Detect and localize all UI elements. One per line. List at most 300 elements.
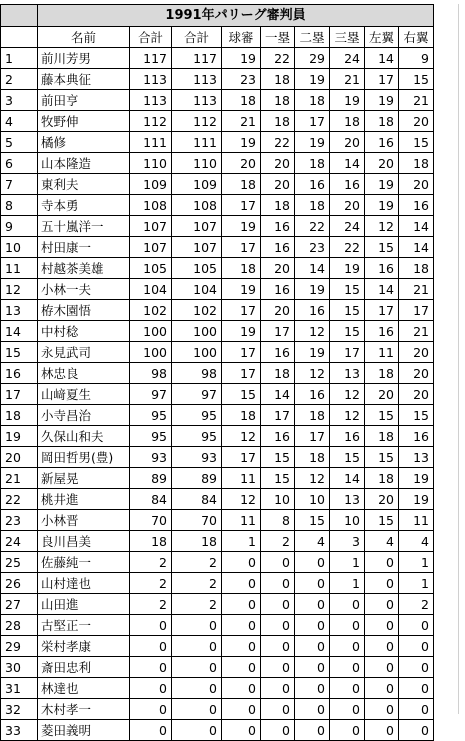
cell-second-base[interactable]: 19: [295, 279, 330, 300]
cell-name[interactable]: 林忠良: [38, 363, 130, 384]
cell-total-1[interactable]: 105: [130, 258, 172, 279]
cell-plate[interactable]: 1: [222, 531, 261, 552]
cell-name[interactable]: 山村達也: [38, 573, 130, 594]
cell-first-base[interactable]: 20: [261, 174, 295, 195]
cell-plate[interactable]: 17: [222, 447, 261, 468]
cell-first-base[interactable]: 8: [261, 510, 295, 531]
cell-second-base[interactable]: 0: [295, 594, 330, 615]
cell-name[interactable]: 前田亨: [38, 90, 130, 111]
cell-left-field[interactable]: 0: [365, 678, 399, 699]
cell-name[interactable]: 東利夫: [38, 174, 130, 195]
cell-total-1[interactable]: 117: [130, 48, 172, 69]
header-cell-left-field[interactable]: 左翼: [365, 27, 399, 48]
cell-right-field[interactable]: 20: [399, 384, 434, 405]
cell-first-base[interactable]: 18: [261, 111, 295, 132]
cell-plate[interactable]: 0: [222, 615, 261, 636]
cell-name[interactable]: 佐藤純一: [38, 552, 130, 573]
cell-left-field[interactable]: 0: [365, 573, 399, 594]
cell-total-1[interactable]: 100: [130, 342, 172, 363]
cell-second-base[interactable]: 16: [295, 384, 330, 405]
cell-right-field[interactable]: 21: [399, 279, 434, 300]
cell-plate[interactable]: 18: [222, 405, 261, 426]
cell-index[interactable]: 1: [1, 48, 38, 69]
cell-third-base[interactable]: 13: [330, 363, 365, 384]
header-cell-first-base[interactable]: 一塁: [261, 27, 295, 48]
cell-name[interactable]: 五十嵐洋一: [38, 216, 130, 237]
cell-total-1[interactable]: 0: [130, 636, 172, 657]
cell-first-base[interactable]: 15: [261, 468, 295, 489]
cell-right-field[interactable]: 11: [399, 510, 434, 531]
cell-total-2[interactable]: 97: [172, 384, 222, 405]
cell-index[interactable]: 8: [1, 195, 38, 216]
cell-total-2[interactable]: 70: [172, 510, 222, 531]
cell-third-base[interactable]: 0: [330, 720, 365, 741]
cell-right-field[interactable]: 0: [399, 699, 434, 720]
cell-total-2[interactable]: 113: [172, 90, 222, 111]
cell-name[interactable]: 良川昌美: [38, 531, 130, 552]
cell-total-2[interactable]: 108: [172, 195, 222, 216]
cell-total-2[interactable]: 93: [172, 447, 222, 468]
cell-index[interactable]: 2: [1, 69, 38, 90]
cell-plate[interactable]: 0: [222, 636, 261, 657]
cell-left-field[interactable]: 16: [365, 258, 399, 279]
cell-second-base[interactable]: 18: [295, 153, 330, 174]
cell-right-field[interactable]: 0: [399, 657, 434, 678]
cell-left-field[interactable]: 14: [365, 48, 399, 69]
cell-third-base[interactable]: 3: [330, 531, 365, 552]
cell-total-1[interactable]: 0: [130, 699, 172, 720]
cell-left-field[interactable]: 20: [365, 489, 399, 510]
cell-left-field[interactable]: 14: [365, 279, 399, 300]
cell-plate[interactable]: 12: [222, 489, 261, 510]
cell-total-2[interactable]: 0: [172, 720, 222, 741]
cell-first-base[interactable]: 0: [261, 678, 295, 699]
cell-total-1[interactable]: 95: [130, 405, 172, 426]
cell-name[interactable]: 木村孝一: [38, 699, 130, 720]
cell-total-1[interactable]: 2: [130, 594, 172, 615]
cell-total-1[interactable]: 0: [130, 615, 172, 636]
cell-third-base[interactable]: 0: [330, 678, 365, 699]
cell-second-base[interactable]: 18: [295, 195, 330, 216]
cell-left-field[interactable]: 11: [365, 342, 399, 363]
cell-second-base[interactable]: 0: [295, 678, 330, 699]
header-cell-total-2[interactable]: 合計: [172, 27, 222, 48]
cell-right-field[interactable]: 20: [399, 363, 434, 384]
cell-plate[interactable]: 17: [222, 342, 261, 363]
cell-third-base[interactable]: 0: [330, 699, 365, 720]
cell-plate[interactable]: 15: [222, 384, 261, 405]
header-cell-second-base[interactable]: 二塁: [295, 27, 330, 48]
cell-plate[interactable]: 0: [222, 678, 261, 699]
cell-left-field[interactable]: 18: [365, 426, 399, 447]
cell-second-base[interactable]: 10: [295, 489, 330, 510]
cell-left-field[interactable]: 20: [365, 153, 399, 174]
cell-name[interactable]: 菱田義明: [38, 720, 130, 741]
cell-plate[interactable]: 18: [222, 174, 261, 195]
cell-first-base[interactable]: 0: [261, 615, 295, 636]
cell-index[interactable]: 15: [1, 342, 38, 363]
cell-index[interactable]: 4: [1, 111, 38, 132]
header-cell-right-field[interactable]: 右翼: [399, 27, 434, 48]
cell-third-base[interactable]: 22: [330, 237, 365, 258]
cell-total-1[interactable]: 110: [130, 153, 172, 174]
cell-first-base[interactable]: 15: [261, 447, 295, 468]
cell-plate[interactable]: 21: [222, 111, 261, 132]
cell-total-2[interactable]: 2: [172, 573, 222, 594]
cell-plate[interactable]: 19: [222, 132, 261, 153]
cell-index[interactable]: 12: [1, 279, 38, 300]
cell-index[interactable]: 21: [1, 468, 38, 489]
cell-right-field[interactable]: 17: [399, 300, 434, 321]
cell-left-field[interactable]: 15: [365, 510, 399, 531]
cell-first-base[interactable]: 16: [261, 279, 295, 300]
cell-index[interactable]: 11: [1, 258, 38, 279]
cell-total-2[interactable]: 100: [172, 321, 222, 342]
cell-left-field[interactable]: 15: [365, 237, 399, 258]
cell-total-2[interactable]: 105: [172, 258, 222, 279]
cell-name[interactable]: 小寺昌治: [38, 405, 130, 426]
cell-total-2[interactable]: 0: [172, 699, 222, 720]
cell-first-base[interactable]: 16: [261, 237, 295, 258]
cell-second-base[interactable]: 0: [295, 720, 330, 741]
cell-first-base[interactable]: 16: [261, 426, 295, 447]
cell-left-field[interactable]: 20: [365, 384, 399, 405]
cell-name[interactable]: 藤本典征: [38, 69, 130, 90]
cell-index[interactable]: 5: [1, 132, 38, 153]
cell-name[interactable]: 林達也: [38, 678, 130, 699]
cell-left-field[interactable]: 19: [365, 195, 399, 216]
cell-total-2[interactable]: 2: [172, 552, 222, 573]
cell-first-base[interactable]: 20: [261, 153, 295, 174]
cell-first-base[interactable]: 0: [261, 573, 295, 594]
cell-total-1[interactable]: 95: [130, 426, 172, 447]
cell-second-base[interactable]: 12: [295, 468, 330, 489]
cell-index[interactable]: 24: [1, 531, 38, 552]
cell-plate[interactable]: 0: [222, 657, 261, 678]
cell-total-2[interactable]: 109: [172, 174, 222, 195]
cell-total-1[interactable]: 104: [130, 279, 172, 300]
cell-total-1[interactable]: 100: [130, 321, 172, 342]
header-cell-plate[interactable]: 球審: [222, 27, 261, 48]
cell-total-2[interactable]: 104: [172, 279, 222, 300]
cell-first-base[interactable]: 18: [261, 195, 295, 216]
cell-name[interactable]: 新屋晃: [38, 468, 130, 489]
cell-third-base[interactable]: 14: [330, 153, 365, 174]
cell-name[interactable]: 村越茶美雄: [38, 258, 130, 279]
cell-plate[interactable]: 12: [222, 426, 261, 447]
cell-plate[interactable]: 19: [222, 321, 261, 342]
cell-third-base[interactable]: 0: [330, 636, 365, 657]
cell-total-1[interactable]: 113: [130, 90, 172, 111]
cell-name[interactable]: 岡田哲男(豊): [38, 447, 130, 468]
cell-total-2[interactable]: 18: [172, 531, 222, 552]
cell-index[interactable]: 18: [1, 405, 38, 426]
cell-left-field[interactable]: 0: [365, 720, 399, 741]
cell-first-base[interactable]: 14: [261, 384, 295, 405]
cell-left-field[interactable]: 17: [365, 69, 399, 90]
cell-third-base[interactable]: 13: [330, 489, 365, 510]
cell-second-base[interactable]: 16: [295, 174, 330, 195]
cell-second-base[interactable]: 0: [295, 657, 330, 678]
cell-left-field[interactable]: 19: [365, 90, 399, 111]
cell-total-2[interactable]: 0: [172, 657, 222, 678]
cell-left-field[interactable]: 0: [365, 657, 399, 678]
cell-third-base[interactable]: 19: [330, 90, 365, 111]
title-blank-cell[interactable]: [1, 5, 38, 27]
cell-right-field[interactable]: 20: [399, 111, 434, 132]
cell-plate[interactable]: 18: [222, 258, 261, 279]
cell-first-base[interactable]: 18: [261, 69, 295, 90]
cell-left-field[interactable]: 15: [365, 405, 399, 426]
cell-first-base[interactable]: 0: [261, 594, 295, 615]
cell-total-2[interactable]: 0: [172, 636, 222, 657]
cell-first-base[interactable]: 0: [261, 636, 295, 657]
cell-total-2[interactable]: 2: [172, 594, 222, 615]
header-cell-index[interactable]: [1, 27, 38, 48]
cell-total-2[interactable]: 112: [172, 111, 222, 132]
cell-first-base[interactable]: 20: [261, 258, 295, 279]
cell-right-field[interactable]: 19: [399, 489, 434, 510]
cell-total-1[interactable]: 98: [130, 363, 172, 384]
cell-total-1[interactable]: 113: [130, 69, 172, 90]
cell-plate[interactable]: 17: [222, 237, 261, 258]
cell-right-field[interactable]: 15: [399, 405, 434, 426]
cell-index[interactable]: 7: [1, 174, 38, 195]
cell-index[interactable]: 26: [1, 573, 38, 594]
cell-third-base[interactable]: 24: [330, 48, 365, 69]
cell-third-base[interactable]: 0: [330, 615, 365, 636]
cell-plate[interactable]: 23: [222, 69, 261, 90]
cell-total-2[interactable]: 0: [172, 678, 222, 699]
cell-name[interactable]: 山田進: [38, 594, 130, 615]
cell-plate[interactable]: 19: [222, 216, 261, 237]
cell-total-2[interactable]: 95: [172, 426, 222, 447]
cell-first-base[interactable]: 17: [261, 321, 295, 342]
cell-second-base[interactable]: 12: [295, 363, 330, 384]
cell-total-2[interactable]: 100: [172, 342, 222, 363]
cell-right-field[interactable]: 0: [399, 678, 434, 699]
cell-total-1[interactable]: 0: [130, 657, 172, 678]
cell-first-base[interactable]: 22: [261, 48, 295, 69]
cell-second-base[interactable]: 18: [295, 90, 330, 111]
cell-name[interactable]: 山﨑夏生: [38, 384, 130, 405]
cell-total-2[interactable]: 117: [172, 48, 222, 69]
cell-plate[interactable]: 20: [222, 153, 261, 174]
cell-third-base[interactable]: 24: [330, 216, 365, 237]
cell-right-field[interactable]: 16: [399, 426, 434, 447]
cell-third-base[interactable]: 20: [330, 132, 365, 153]
cell-total-1[interactable]: 107: [130, 216, 172, 237]
cell-plate[interactable]: 0: [222, 552, 261, 573]
cell-right-field[interactable]: 4: [399, 531, 434, 552]
cell-index[interactable]: 10: [1, 237, 38, 258]
cell-left-field[interactable]: 4: [365, 531, 399, 552]
cell-right-field[interactable]: 19: [399, 468, 434, 489]
cell-right-field[interactable]: 0: [399, 615, 434, 636]
cell-plate[interactable]: 19: [222, 48, 261, 69]
cell-right-field[interactable]: 18: [399, 258, 434, 279]
cell-name[interactable]: 前川芳男: [38, 48, 130, 69]
cell-second-base[interactable]: 19: [295, 69, 330, 90]
cell-name[interactable]: 小林晋: [38, 510, 130, 531]
cell-second-base[interactable]: 0: [295, 573, 330, 594]
cell-name[interactable]: 小林一夫: [38, 279, 130, 300]
cell-third-base[interactable]: 21: [330, 69, 365, 90]
cell-first-base[interactable]: 16: [261, 216, 295, 237]
cell-second-base[interactable]: 16: [295, 300, 330, 321]
cell-index[interactable]: 27: [1, 594, 38, 615]
cell-name[interactable]: 永見武司: [38, 342, 130, 363]
cell-index[interactable]: 25: [1, 552, 38, 573]
cell-total-2[interactable]: 107: [172, 216, 222, 237]
cell-right-field[interactable]: 15: [399, 132, 434, 153]
cell-second-base[interactable]: 19: [295, 132, 330, 153]
cell-index[interactable]: 9: [1, 216, 38, 237]
cell-index[interactable]: 16: [1, 363, 38, 384]
cell-plate[interactable]: 17: [222, 300, 261, 321]
cell-plate[interactable]: 18: [222, 90, 261, 111]
cell-second-base[interactable]: 22: [295, 216, 330, 237]
cell-third-base[interactable]: 16: [330, 426, 365, 447]
cell-left-field[interactable]: 18: [365, 468, 399, 489]
cell-third-base[interactable]: 0: [330, 594, 365, 615]
cell-plate[interactable]: 0: [222, 720, 261, 741]
cell-plate[interactable]: 11: [222, 468, 261, 489]
cell-total-2[interactable]: 113: [172, 69, 222, 90]
cell-total-1[interactable]: 93: [130, 447, 172, 468]
cell-plate[interactable]: 19: [222, 279, 261, 300]
cell-index[interactable]: 31: [1, 678, 38, 699]
cell-first-base[interactable]: 17: [261, 405, 295, 426]
cell-name[interactable]: 村田康一: [38, 237, 130, 258]
cell-total-1[interactable]: 102: [130, 300, 172, 321]
cell-right-field[interactable]: 15: [399, 69, 434, 90]
cell-total-2[interactable]: 0: [172, 615, 222, 636]
cell-total-2[interactable]: 107: [172, 237, 222, 258]
cell-plate[interactable]: 0: [222, 699, 261, 720]
cell-right-field[interactable]: 18: [399, 153, 434, 174]
cell-first-base[interactable]: 2: [261, 531, 295, 552]
cell-first-base[interactable]: 0: [261, 720, 295, 741]
cell-index[interactable]: 17: [1, 384, 38, 405]
cell-index[interactable]: 22: [1, 489, 38, 510]
cell-total-1[interactable]: 109: [130, 174, 172, 195]
cell-third-base[interactable]: 1: [330, 552, 365, 573]
cell-second-base[interactable]: 0: [295, 615, 330, 636]
cell-total-1[interactable]: 108: [130, 195, 172, 216]
cell-total-1[interactable]: 89: [130, 468, 172, 489]
cell-name[interactable]: 栫木園悟: [38, 300, 130, 321]
cell-second-base[interactable]: 0: [295, 552, 330, 573]
sheet-title[interactable]: 1991年パリーグ審判員: [38, 5, 434, 27]
cell-third-base[interactable]: 15: [330, 300, 365, 321]
cell-index[interactable]: 14: [1, 321, 38, 342]
cell-second-base[interactable]: 15: [295, 510, 330, 531]
cell-second-base[interactable]: 14: [295, 258, 330, 279]
cell-left-field[interactable]: 12: [365, 216, 399, 237]
cell-left-field[interactable]: 0: [365, 615, 399, 636]
cell-third-base[interactable]: 12: [330, 384, 365, 405]
cell-third-base[interactable]: 20: [330, 195, 365, 216]
cell-second-base[interactable]: 0: [295, 636, 330, 657]
cell-first-base[interactable]: 18: [261, 363, 295, 384]
cell-index[interactable]: 29: [1, 636, 38, 657]
cell-first-base[interactable]: 0: [261, 657, 295, 678]
cell-index[interactable]: 19: [1, 426, 38, 447]
cell-left-field[interactable]: 0: [365, 594, 399, 615]
cell-total-2[interactable]: 102: [172, 300, 222, 321]
cell-third-base[interactable]: 17: [330, 342, 365, 363]
cell-second-base[interactable]: 4: [295, 531, 330, 552]
cell-first-base[interactable]: 16: [261, 342, 295, 363]
cell-index[interactable]: 3: [1, 90, 38, 111]
cell-index[interactable]: 13: [1, 300, 38, 321]
cell-first-base[interactable]: 20: [261, 300, 295, 321]
cell-right-field[interactable]: 1: [399, 573, 434, 594]
cell-third-base[interactable]: 19: [330, 258, 365, 279]
header-cell-third-base[interactable]: 三塁: [330, 27, 365, 48]
cell-right-field[interactable]: 14: [399, 216, 434, 237]
cell-total-2[interactable]: 111: [172, 132, 222, 153]
cell-left-field[interactable]: 17: [365, 300, 399, 321]
cell-total-1[interactable]: 111: [130, 132, 172, 153]
cell-second-base[interactable]: 12: [295, 321, 330, 342]
cell-index[interactable]: 20: [1, 447, 38, 468]
cell-plate[interactable]: 0: [222, 573, 261, 594]
cell-total-2[interactable]: 95: [172, 405, 222, 426]
cell-total-2[interactable]: 89: [172, 468, 222, 489]
cell-name[interactable]: 中村稔: [38, 321, 130, 342]
cell-total-1[interactable]: 97: [130, 384, 172, 405]
cell-right-field[interactable]: 21: [399, 90, 434, 111]
cell-third-base[interactable]: 12: [330, 405, 365, 426]
cell-index[interactable]: 30: [1, 657, 38, 678]
cell-index[interactable]: 33: [1, 720, 38, 741]
cell-right-field[interactable]: 13: [399, 447, 434, 468]
cell-second-base[interactable]: 18: [295, 447, 330, 468]
cell-third-base[interactable]: 0: [330, 657, 365, 678]
cell-left-field[interactable]: 18: [365, 111, 399, 132]
cell-name[interactable]: 牧野伸: [38, 111, 130, 132]
cell-left-field[interactable]: 19: [365, 174, 399, 195]
cell-index[interactable]: 28: [1, 615, 38, 636]
cell-left-field[interactable]: 16: [365, 321, 399, 342]
cell-name[interactable]: 寺本勇: [38, 195, 130, 216]
cell-first-base[interactable]: 10: [261, 489, 295, 510]
cell-right-field[interactable]: 2: [399, 594, 434, 615]
cell-third-base[interactable]: 15: [330, 321, 365, 342]
cell-third-base[interactable]: 16: [330, 174, 365, 195]
cell-third-base[interactable]: 18: [330, 111, 365, 132]
cell-total-1[interactable]: 0: [130, 678, 172, 699]
cell-total-1[interactable]: 84: [130, 489, 172, 510]
cell-right-field[interactable]: 9: [399, 48, 434, 69]
cell-plate[interactable]: 11: [222, 510, 261, 531]
cell-name[interactable]: 栄村孝康: [38, 636, 130, 657]
cell-second-base[interactable]: 0: [295, 699, 330, 720]
cell-name[interactable]: 桃井進: [38, 489, 130, 510]
cell-first-base[interactable]: 22: [261, 132, 295, 153]
cell-total-1[interactable]: 2: [130, 552, 172, 573]
cell-left-field[interactable]: 15: [365, 447, 399, 468]
cell-total-2[interactable]: 84: [172, 489, 222, 510]
cell-left-field[interactable]: 0: [365, 636, 399, 657]
cell-left-field[interactable]: 18: [365, 363, 399, 384]
cell-name[interactable]: 山本隆造: [38, 153, 130, 174]
cell-third-base[interactable]: 14: [330, 468, 365, 489]
cell-index[interactable]: 6: [1, 153, 38, 174]
cell-second-base[interactable]: 17: [295, 111, 330, 132]
